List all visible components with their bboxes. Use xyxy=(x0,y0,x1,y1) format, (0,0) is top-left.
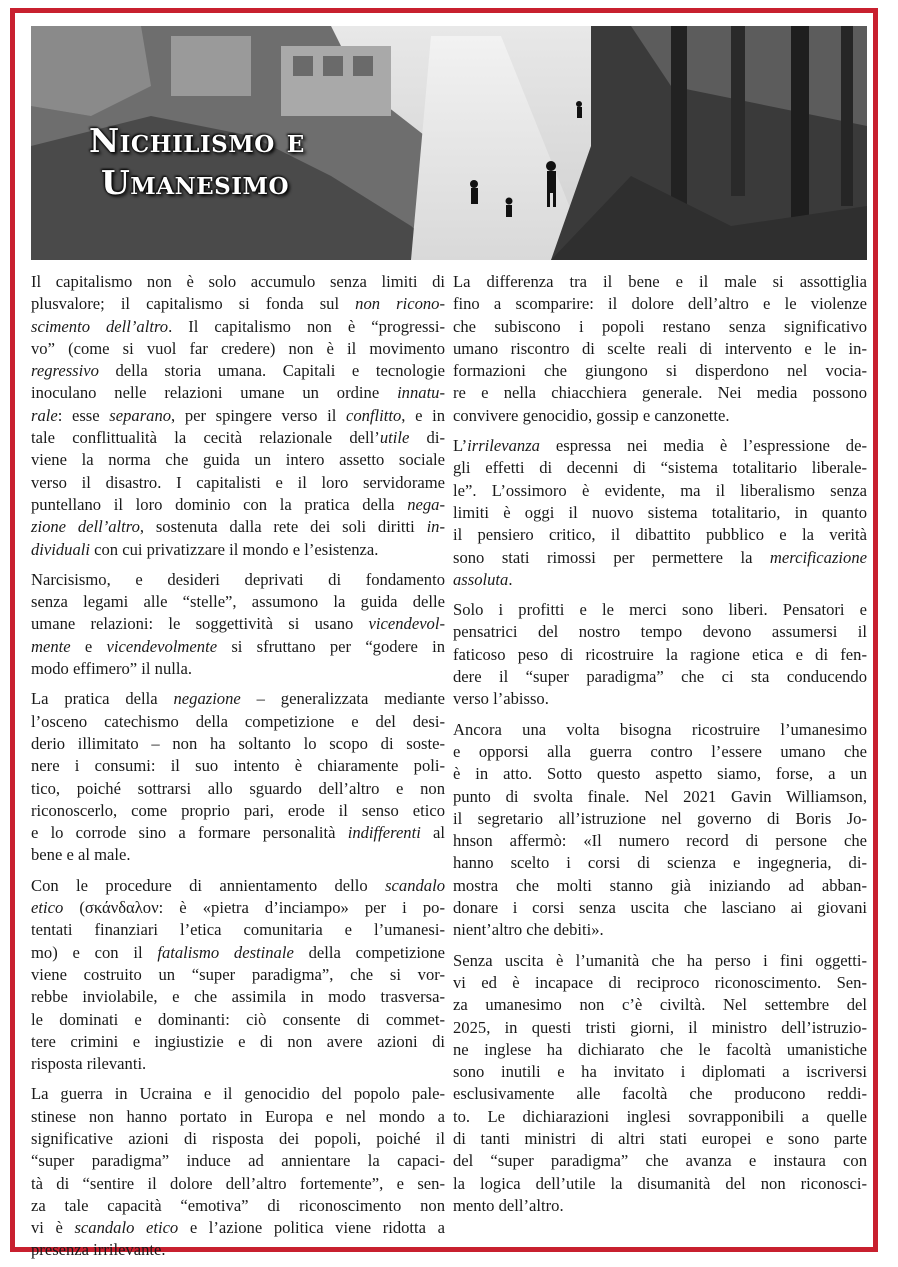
text-line: nere i consumi: il suo intento è chiaramente poli- xyxy=(31,756,445,776)
text-line: fino a scomparire: il dolore dell’altro e le violenze xyxy=(453,294,867,314)
text-line: re e nella chiacchiera generale. Nei media possono xyxy=(453,383,867,403)
text-line: pensatrici del nostro tempo devono assumersi il xyxy=(453,622,867,642)
text-line: punto di svolta finale. Nel 2021 Gavin Williamson, xyxy=(453,786,867,806)
text-line: umano riscontro di scelte reali di intervento e le in- xyxy=(453,338,867,358)
text-line: verso il disastro. I capitalisti e il loro servidorame xyxy=(31,472,445,492)
text-line: riconoscerlo, come proprio pari, erode il senso etico xyxy=(31,800,445,820)
text-line: del “super paradigma” che avanza e instaura con xyxy=(453,1151,867,1171)
text-line: etico (σκάνδαλον: è «pietra d’inciampo» per i po- xyxy=(31,898,445,918)
text-line: modo effimero” il nulla. xyxy=(31,659,192,679)
text-line: limiti è oggi il nuovo sistema totalitario, in quanto xyxy=(453,502,867,522)
text-line: le dominati e dominanti: ciò consente di commet- xyxy=(31,1009,445,1029)
text-line: convivere genocidio, gossip e canzonette. xyxy=(453,405,730,425)
text-line: mento dell’altro. xyxy=(453,1195,564,1215)
text-line: tico, poiché sottrarsi allo sguardo dell’altro e non xyxy=(31,778,445,798)
text-line: Senza uscita è l’umanità che ha perso i fini oggetti- xyxy=(453,950,867,970)
text-line: viene la norma che guida un intero assetto sociale xyxy=(31,450,445,470)
text-line: tentati finanziari l’etica comunitaria e l’umanesi- xyxy=(31,920,445,940)
text-line: Ancora una volta bisogna ricostruire l’umanesimo xyxy=(453,719,867,739)
text-line: Narcisismo, e desideri deprivati di fondamento xyxy=(31,569,445,589)
text-line: di tanti ministri di altri stati europei e sono parte xyxy=(453,1128,867,1148)
text-line: tà di “sentire il dolore dell’altro fortemente”, e sen- xyxy=(31,1173,445,1193)
text-line: esclusivamente alle facoltà che producono reddi- xyxy=(453,1084,867,1104)
paragraph xyxy=(453,719,867,942)
text-line: il pensiero critico, il dibattito pubblico e la verità xyxy=(453,525,867,545)
text-line: presenza irrilevante. xyxy=(31,1240,166,1260)
text-line: bene e al male. xyxy=(31,845,131,865)
text-line: significative azioni di risposta dei popoli, poiché il xyxy=(31,1128,445,1148)
page-title xyxy=(89,120,389,204)
text-line: derio illimitato – non ha soltanto lo scopo di soste- xyxy=(31,733,445,753)
text-line: Il capitalismo non è solo accumulo senza limiti di xyxy=(31,272,445,291)
text-line: donare i corsi senza uscita che lasciano ai giovani xyxy=(453,898,867,918)
text-line: faticoso peso di ricostruire la ragione etica e di fen- xyxy=(453,644,867,664)
text-line: dere il “super paradigma” che ci sta conducendo xyxy=(453,667,867,687)
text-line: viene costruito un “super paradigma”, che si vor- xyxy=(31,964,445,984)
text-line: rale: esse separano, per spingere verso il conflitto, e in xyxy=(31,405,445,425)
text-line: “super paradigma” induce ad annientare la capaci- xyxy=(31,1151,445,1171)
text-line: inoculano nelle relazioni umane un ordine innatu- xyxy=(31,383,445,403)
text-line: umane relazioni: le soggettività si usano vicendevol- xyxy=(31,614,445,634)
text-line: hnson affermò: «Il numero record di persone che xyxy=(453,831,867,851)
paragraph xyxy=(31,688,445,866)
text-line: stinese non hanno portato in Europa e nel mondo a xyxy=(31,1106,445,1126)
text-line: zione dell’altro, sostenuta dalla rete dei soli diritti in- xyxy=(31,517,445,537)
text-line: vi ed è incapace di reciproco riconoscimento. Sen- xyxy=(453,972,867,992)
text-line: dividuali con cui privatizzare il mondo e l’esistenza. xyxy=(31,539,379,559)
text-line: è in atto. Sotto questo aspetto siamo, forse, a un xyxy=(453,764,867,784)
text-line: verso l’abisso. xyxy=(453,689,549,709)
hero-image xyxy=(31,26,867,260)
text-line: hanno scelto i corsi di scienza e ingegneria, di- xyxy=(453,853,867,873)
text-line: La differenza tra il bene e il male si assottiglia xyxy=(453,272,867,291)
text-line: mo) e con il fatalismo destinale della competizione xyxy=(31,942,445,962)
text-line: mostra che molti stanno già iniziando ad abban- xyxy=(453,875,867,895)
paragraph xyxy=(453,435,867,591)
text-line: risposta rilevanti. xyxy=(31,1054,147,1074)
paragraph xyxy=(31,569,445,680)
text-line: ne inglese ha dichiarato che le facoltà umanistiche xyxy=(453,1039,867,1059)
article-body xyxy=(31,271,867,1260)
title-line-2: Umanesimo xyxy=(101,163,290,202)
text-line: vi è scandalo etico e l’azione politica viene ridotta a xyxy=(31,1218,445,1238)
page-frame xyxy=(10,8,878,1260)
paragraph xyxy=(31,875,445,1076)
text-line: Con le procedure di annientamento dello scandalo xyxy=(31,875,445,895)
text-line: le”. L’ossimoro è evidente, ma il liberalismo senza xyxy=(453,480,867,500)
text-line: il segretario all’istruzione nel governo di Boris Jo- xyxy=(453,808,867,828)
title-line-1: Nichilismo e xyxy=(89,121,305,160)
text-line: mente e vicendevolmente si sfruttano per “godere in xyxy=(31,636,445,656)
text-line: Solo i profitti e le merci sono liberi. Pensatori e xyxy=(453,600,867,620)
text-line: tere crimini e ingiustizie e di non avere azioni di xyxy=(31,1031,445,1051)
text-line: plusvalore; il capitalismo si fonda sul non ricono- xyxy=(31,294,445,314)
text-line: gli effetti di decenni di “sistema totalitario liberale- xyxy=(453,458,867,478)
text-line: che subiscono i popoli restano senza significativo xyxy=(453,316,867,336)
text-line: regressivo della storia umana. Capitali e tecnologie xyxy=(31,361,445,381)
text-line: tale conflittualità la cecità relazionale dell’utile di- xyxy=(31,428,445,448)
right-column xyxy=(453,271,867,1246)
paragraph xyxy=(31,271,445,561)
text-line: za umanesimo non c’è civiltà. Nel settembre del xyxy=(453,995,867,1015)
text-line: sono inutili e ha invitato i diplomati a iscriversi xyxy=(453,1062,867,1082)
text-line: 2025, in questi tristi giorni, il ministro dell’istruzio- xyxy=(453,1017,867,1037)
text-line: L’irrilevanza espressa nei media è l’espressione de- xyxy=(453,436,867,456)
text-line: formazioni che giungono si disperdono nel vocia- xyxy=(453,361,867,381)
text-line: La guerra in Ucraina e il genocidio del popolo pale- xyxy=(31,1084,445,1104)
paragraph xyxy=(453,599,867,710)
text-line: l’osceno catechismo della competizione e del desi- xyxy=(31,711,445,731)
left-column xyxy=(31,271,446,1260)
text-line: za tale capacità “emotiva” di riconoscimento non xyxy=(31,1195,445,1215)
text-line: to. Le dichiarazioni inglesi sovrapponibili a quelle xyxy=(453,1106,867,1126)
paragraph xyxy=(453,271,867,427)
text-line: assoluta. xyxy=(453,569,513,589)
text-line: nient’altro che debiti». xyxy=(453,920,604,940)
text-line: La pratica della negazione – generalizzata mediante xyxy=(31,689,445,709)
text-line: rebbe inviolabile, e che assimila in modo trasversa- xyxy=(31,987,445,1007)
text-line: e lo corrode sino a formare personalità indifferenti al xyxy=(31,823,446,843)
text-line: scimento dell’altro. Il capitalismo non è “progressi- xyxy=(31,316,445,336)
text-line: senza legami alle “stelle”, assumono la guida delle xyxy=(31,592,445,612)
text-line: vo” (come si vuol far credere) non è il movimento xyxy=(31,338,445,358)
text-line: e opporsi alla guerra contro l’essere umano che xyxy=(453,741,867,761)
paragraph xyxy=(453,950,867,1218)
text-line: la logica dell’utile la disumanità del non riconosci- xyxy=(453,1173,867,1193)
text-line: puntellano il loro dominio con la pratica della nega- xyxy=(31,494,445,514)
paragraph xyxy=(31,1083,445,1261)
text-line: sono stati rimossi per permettere la mercificazione xyxy=(453,547,867,567)
